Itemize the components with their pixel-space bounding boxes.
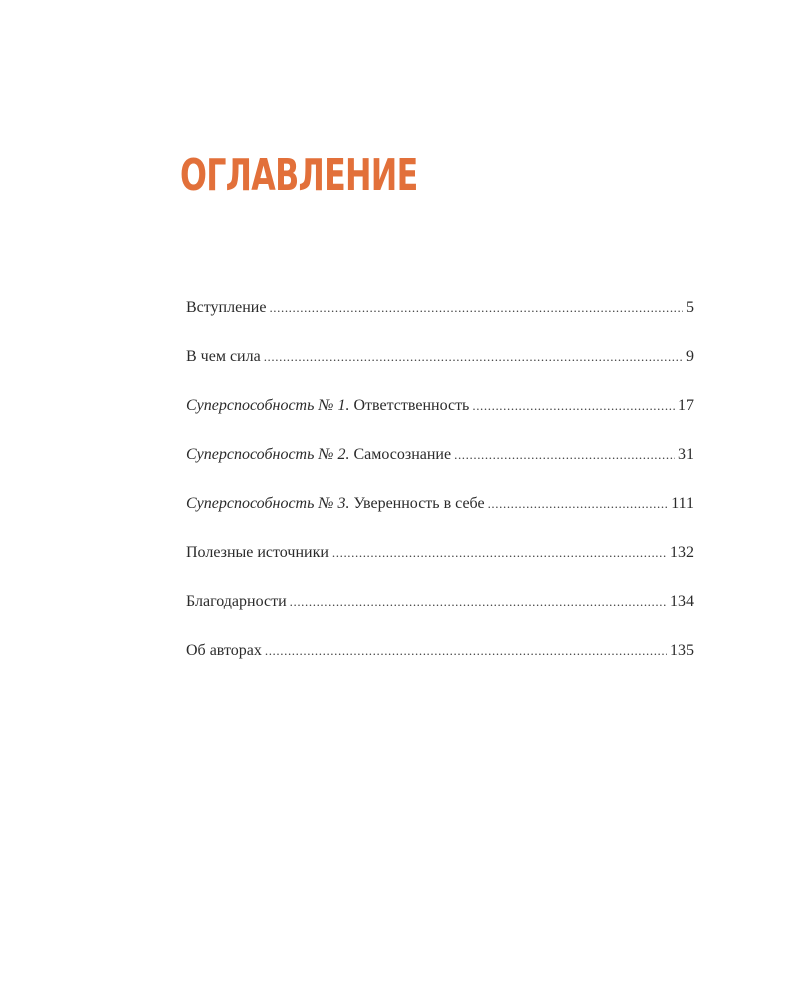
toc-item-page-number: 132 [670,544,694,561]
toc-item [186,294,694,343]
toc-dot-leader [488,490,669,518]
table-of-contents [186,294,694,686]
toc-dot-leader [265,637,667,665]
toc-dot-leader [264,343,683,371]
toc-dot-leader [269,294,683,322]
toc-item [186,637,694,686]
toc-item-page-number: 111 [671,495,694,512]
toc-item [186,539,694,588]
toc-item-prefix: Суперспособность № 3. [186,495,350,512]
toc-item-page-number: 17 [678,397,694,414]
toc-item-page-number: 5 [686,299,694,316]
toc-item-title: В чем сила [186,348,261,365]
toc-dot-leader [472,392,675,420]
toc-item-entry [186,539,329,567]
toc-item-title: Полезные источники [186,544,329,561]
toc-item-title: Вступление [186,299,267,316]
toc-item-title: Ответственность [353,397,470,414]
page-title: ОГЛАВЛЕНИЕ [180,150,418,201]
toc-item-prefix: Суперспособность № 2. [186,446,350,463]
toc-item-title: Об авторах [186,642,262,659]
toc-item-page-number: 31 [678,446,694,463]
toc-item [186,343,694,392]
toc-item-prefix: Суперспособность № 1. [186,397,350,414]
toc-item-page-number: 9 [686,348,694,365]
toc-item-title: Самосознание [353,446,452,463]
toc-item-entry [186,441,451,469]
toc-item-title: Благодарности [186,593,287,610]
toc-item-entry [186,294,266,322]
toc-item [186,588,694,637]
toc-item [186,441,694,490]
toc-dot-leader [332,539,667,567]
toc-item-entry [186,343,261,371]
toc-dot-leader [290,588,667,616]
toc-item-entry [186,490,485,518]
toc-item-page-number: 134 [670,593,694,610]
toc-item-entry [186,392,469,420]
toc-item-title: Уверенность в себе [353,495,485,512]
toc-dot-leader [454,441,675,469]
toc-item [186,490,694,539]
toc-item [186,392,694,441]
toc-item-entry [186,637,262,665]
toc-item-page-number: 135 [670,642,694,659]
toc-item-entry [186,588,287,616]
